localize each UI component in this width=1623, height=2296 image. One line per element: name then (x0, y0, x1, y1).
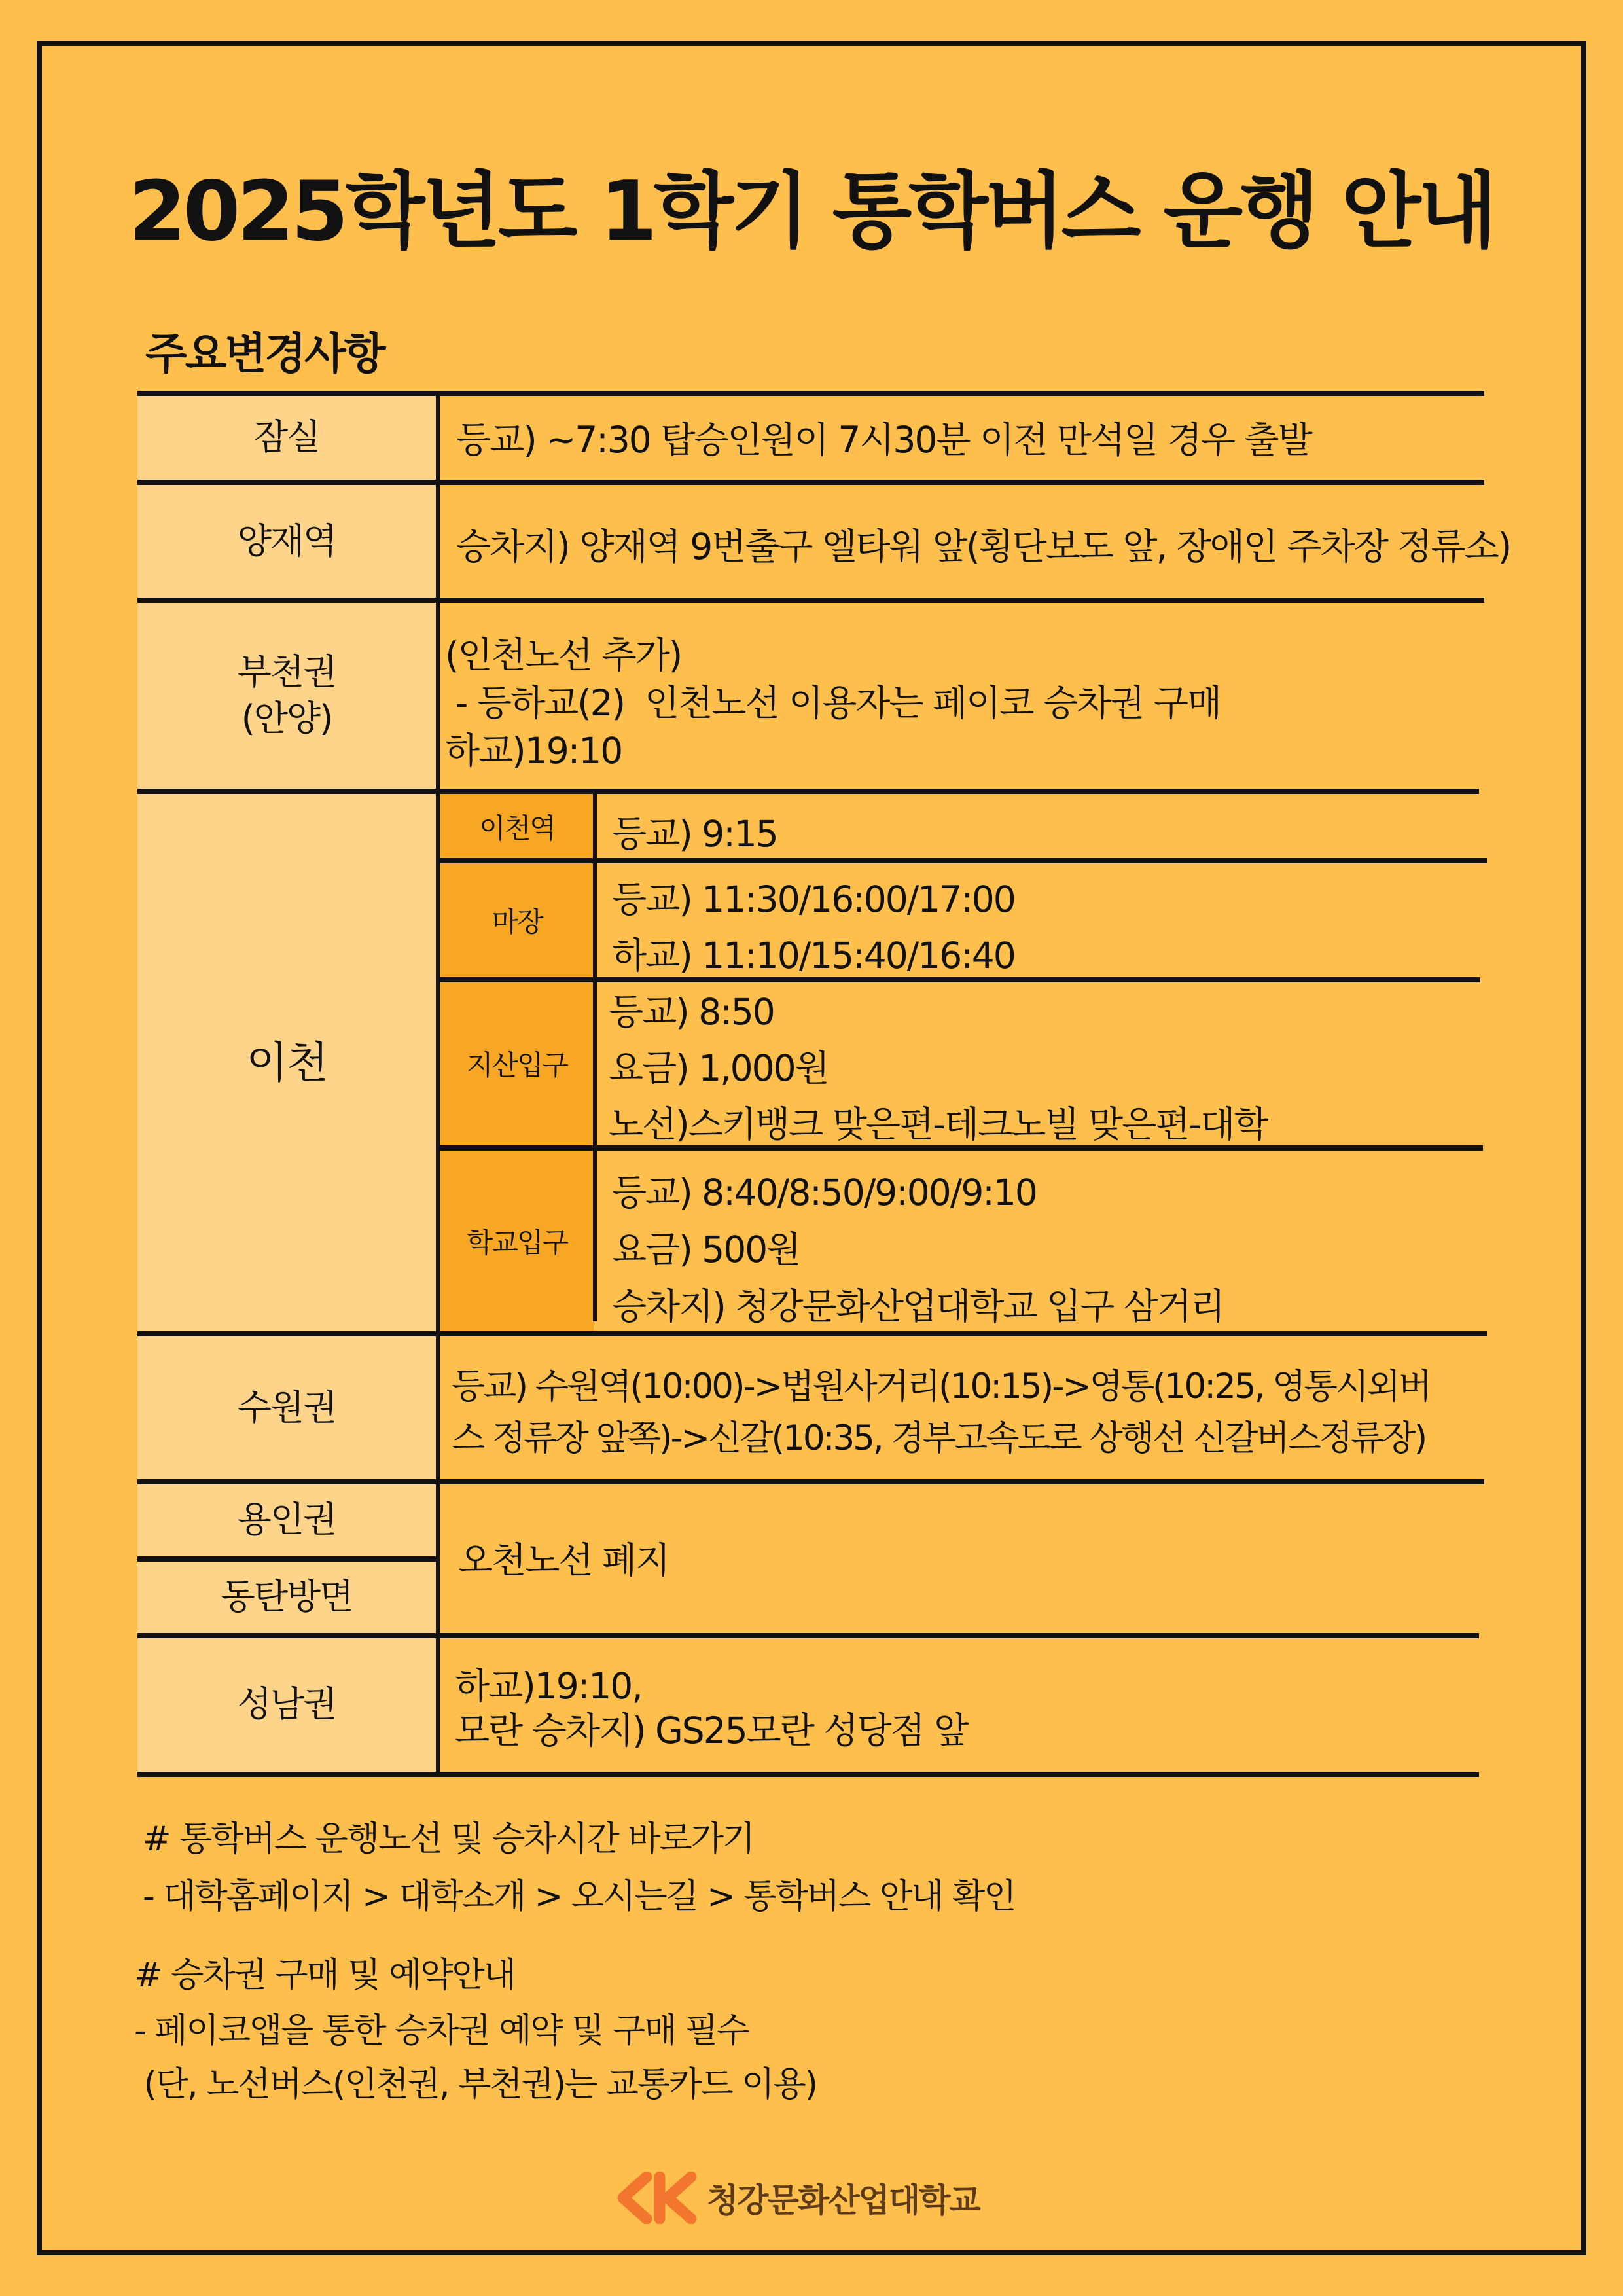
jamsil-text: 등교) ~7:30 탑승인원이 7시30분 이전 만석일 경우 출발 (456, 419, 1311, 461)
table-line (137, 789, 1479, 794)
jisan-text-1: 등교) 8:50 (609, 991, 774, 1033)
jisan-text-2: 요금) 1,000원 (609, 1047, 829, 1089)
sub-label-school-entrance: 학교입구 (440, 1150, 594, 1331)
table-line (137, 1556, 436, 1562)
suwon-text-2: 스 정류장 앞쪽)->신갈(10:35, 경부고속도로 상행선 신갈버스정류장) (452, 1418, 1426, 1458)
bucheon-text-3: 하교)19:10 (445, 730, 622, 772)
suwon-text-1: 등교) 수원역(10:00)->법원사거리(10:15)->영통(10:25, 영통시외버 (452, 1367, 1431, 1407)
seongnam-text-2: 모란 승차지) GS25모란 성당점 앞 (455, 1710, 968, 1751)
note-bus-route-path: - 대학홈페이지 > 대학소개 > 오시는길 > 통학버스 안내 확인 (143, 1877, 1016, 1916)
bucheon-text-1: (인천노선 추가) (445, 634, 682, 676)
majang-text-1: 등교) 11:30/16:00/17:00 (612, 878, 1015, 920)
table-line (137, 1331, 1487, 1336)
row-label-jamsil: 잠실 (137, 395, 436, 480)
school-text-3: 승차지) 청강문화산업대학교 입구 삼거리 (612, 1285, 1224, 1327)
row-label-dongtan: 동탄방면 (137, 1561, 436, 1633)
row-label-suwon: 수원권 (137, 1336, 436, 1479)
jisan-text-3: 노선)스키뱅크 맞은편-테크노빌 맞은편-대학 (609, 1103, 1268, 1145)
school-name: 청강문화산업대학교 (707, 2181, 980, 2219)
yongin-text: 오천노선 폐지 (458, 1539, 669, 1581)
section-title: 주요변경사항 (145, 329, 384, 379)
ck-logo-icon (614, 2172, 699, 2224)
table-line (137, 480, 1484, 485)
table-line (137, 1479, 1484, 1484)
table-line (137, 391, 1484, 396)
yangjae-text: 승차지) 양재역 9번출구 엘타워 앞(횡단보도 앞, 장애인 주차장 정류소) (456, 526, 1511, 567)
note-ticket-exception: (단, 노선버스(인천권, 부천권)는 교통카드 이용) (134, 2065, 817, 2104)
table-line (137, 598, 1484, 603)
row-label-icheon: 이천 (137, 794, 436, 1331)
note-ticket-payco: - 페이코앱을 통한 승차권 예약 및 구매 필수 (134, 2011, 749, 2051)
row-label-yangjae: 양재역 (137, 485, 436, 598)
school-logo (614, 2172, 980, 2224)
table-line (137, 1633, 1479, 1638)
note-bus-route-heading: # 통학버스 운행노선 및 승차시간 바로가기 (143, 1820, 755, 1859)
bucheon-text-2: - 등하교(2) 인천노선 이용자는 페이코 승차권 구매 (445, 682, 1221, 724)
majang-text-2: 하교) 11:10/15:40/16:40 (612, 935, 1015, 977)
note-ticket-heading: # 승차권 구매 및 예약안내 (134, 1956, 516, 1995)
table-column-line (436, 395, 440, 1772)
row-label-yongin: 용인권 (137, 1484, 436, 1556)
row-label-seongnam: 성남권 (137, 1638, 436, 1772)
row-label-bucheon: 부천권 (안양) (137, 602, 436, 789)
sub-label-majang: 마장 (440, 863, 594, 977)
page-title: 2025학년도 1학기 통학버스 운행 안내 (128, 163, 1495, 259)
sub-label-jisan: 지산입구 (440, 982, 594, 1145)
table-column-line (593, 794, 597, 1321)
icheon-station-text: 등교) 9:15 (612, 813, 777, 855)
sub-label-icheon-station: 이천역 (440, 794, 594, 859)
seongnam-text-1: 하교)19:10, (455, 1665, 642, 1707)
table-line (137, 1772, 1479, 1777)
school-text-1: 등교) 8:40/8:50/9:00/9:10 (612, 1172, 1037, 1213)
school-text-2: 요금) 500원 (612, 1229, 800, 1270)
